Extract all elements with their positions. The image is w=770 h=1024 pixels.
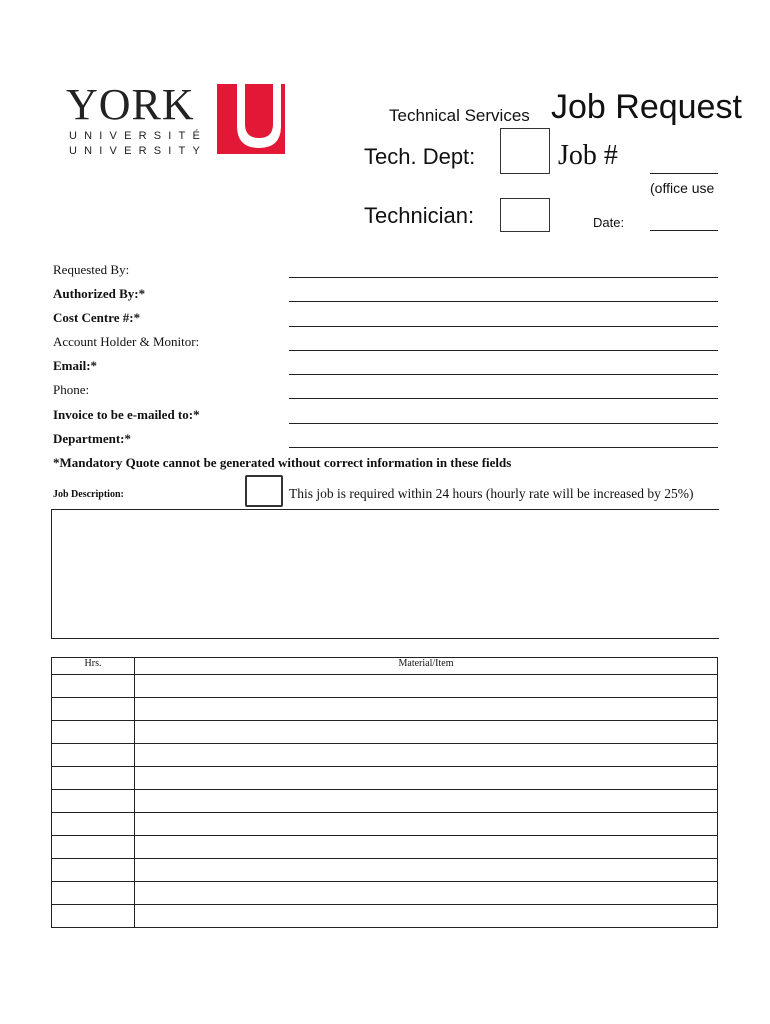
authorized-by-field[interactable] [289,301,718,302]
table-header-row [52,658,718,675]
hrs-cell[interactable] [52,882,135,905]
table-row [52,698,718,721]
hrs-cell[interactable] [52,675,135,698]
invoice-email-label: Invoice to be e-mailed to:* [53,407,200,422]
department-label: Department:* [53,431,131,446]
hrs-cell[interactable] [52,859,135,882]
job-description-area[interactable] [51,509,719,639]
email-label: Email:* [53,358,98,373]
material-cell[interactable] [135,859,718,882]
phone-label: Phone: [53,382,90,397]
tech-dept-box[interactable] [500,128,550,174]
material-cell[interactable] [135,744,718,767]
technician-box[interactable] [500,198,550,232]
hrs-cell[interactable] [52,905,135,928]
table-row [52,790,718,813]
material-cell[interactable] [135,698,718,721]
material-cell[interactable] [135,836,718,859]
cost-centre-field[interactable] [289,326,718,327]
rush-checkbox[interactable] [245,475,283,507]
materials-table [51,657,718,928]
rush-job-text: This job is required within 24 hours (hourly rate will be increased by 25%) [289,486,694,501]
material-cell[interactable] [135,813,718,836]
tech-dept-label: Tech. Dept: [364,144,476,169]
department-field[interactable] [289,447,718,448]
materials-table-body [52,675,718,928]
table-row [52,905,718,928]
york-logo-wordmark: YORK [66,80,195,129]
email-field[interactable] [289,374,718,375]
requested-by-field[interactable] [289,277,718,278]
mandatory-note: *Mandatory Quote cannot be generated without correct information in these fields [53,455,512,470]
table-row [52,882,718,905]
material-cell[interactable] [135,675,718,698]
hrs-cell[interactable] [52,767,135,790]
page-title: Job Request [551,88,742,126]
job-number-line[interactable] [650,173,718,174]
material-cell[interactable] [135,767,718,790]
hrs-cell[interactable] [52,836,135,859]
material-cell[interactable] [135,790,718,813]
hrs-cell[interactable] [52,813,135,836]
invoice-email-field[interactable] [289,423,718,424]
table-row [52,836,718,859]
technician-label: Technician: [364,203,475,228]
cost-centre-label: Cost Centre #:* [53,310,141,325]
requested-by-label: Requested By: [53,262,130,277]
hrs-cell[interactable] [52,721,135,744]
table-row [52,675,718,698]
table-row [52,744,718,767]
hrs-cell[interactable] [52,744,135,767]
table-row [52,859,718,882]
office-use-note: (office use [650,180,715,196]
logo-universite: UNIVERSITÉ [69,130,208,142]
hrs-column-header: Hrs. [52,658,135,675]
material-column-header: Material/Item [135,658,718,675]
material-cell[interactable] [135,882,718,905]
table-row [52,813,718,836]
job-number-label: Job # [558,140,618,171]
account-holder-label: Account Holder & Monitor: [53,334,200,349]
authorized-by-label: Authorized By:* [53,286,146,301]
date-label: Date: [593,215,625,230]
account-holder-field[interactable] [289,350,718,351]
table-row [52,767,718,790]
material-cell[interactable] [135,721,718,744]
date-line[interactable] [650,230,718,231]
hrs-cell[interactable] [52,698,135,721]
job-description-label: Job Description: [53,489,124,500]
hrs-cell[interactable] [52,790,135,813]
technical-services-label: Technical Services [389,106,530,125]
table-row [52,721,718,744]
material-cell[interactable] [135,905,718,928]
york-u-logo-icon [217,84,285,154]
logo-university: UNIVERSITY [69,145,208,157]
phone-field[interactable] [289,398,718,399]
